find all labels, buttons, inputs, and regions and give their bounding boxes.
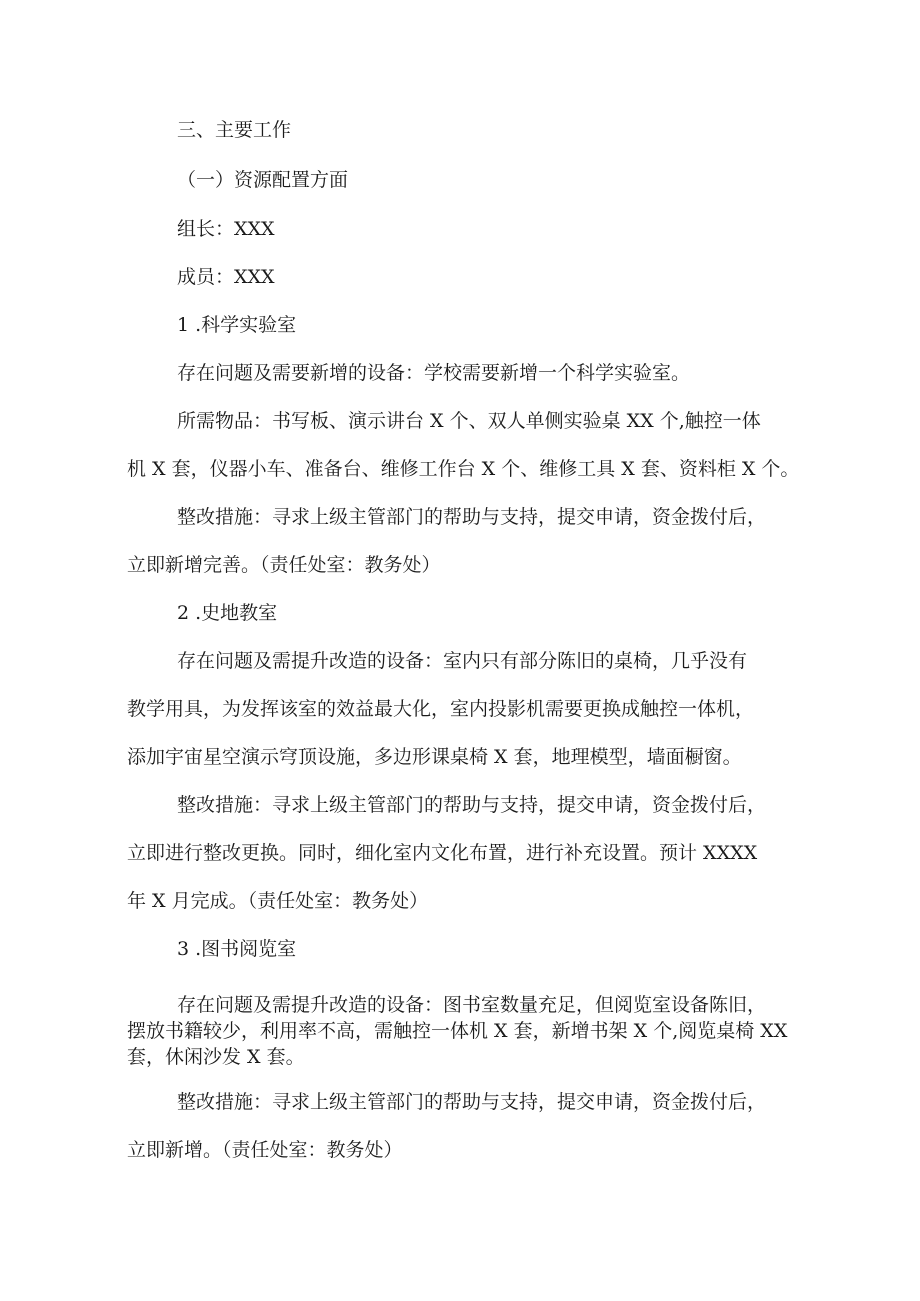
paragraph-line: 存在问题及需提升改造的设备：室内只有部分陈旧的桌椅，几乎没有 bbox=[177, 650, 748, 672]
section-heading: 三、主要工作 bbox=[177, 119, 292, 141]
paragraph-line: 存在问题及需提升改造的设备：图书室数量充足，但阅览室设备陈旧， bbox=[177, 994, 767, 1016]
paragraph-line: 立即进行整改更换。同时，细化室内文化布置，进行补充设置。预计 XXXX bbox=[127, 842, 758, 864]
paragraph-line: 整改措施：寻求上级主管部门的帮助与支持，提交申请，资金拨付后， bbox=[177, 506, 767, 528]
paragraph-line: 立即新增完善。（责任处室：教务处） bbox=[127, 554, 441, 576]
paragraph-line: 教学用具，为发挥该室的效益最大化，室内投影机需要更换成触控一体机， bbox=[127, 698, 755, 720]
subsection-heading: （一）资源配置方面 bbox=[177, 169, 349, 191]
item-title-science-lab: 1 .科学实验室 bbox=[177, 314, 297, 336]
paragraph-line: 年 X 月完成。（责任处室：教务处） bbox=[127, 890, 429, 912]
paragraph-line: 摆放书籍较少，利用率不高，需触控一体机 X 套，新增书架 X 个,阅览桌椅 XX bbox=[127, 1020, 788, 1042]
paragraph-line: 存在问题及需要新增的设备：学校需要新增一个科学实验室。 bbox=[177, 362, 691, 384]
paragraph-line: 立即新增。（责任处室：教务处） bbox=[127, 1139, 403, 1161]
paragraph-line: 添加宇宙星空演示穹顶设施，多边形课桌椅 X 套，地理模型，墙面橱窗。 bbox=[127, 746, 742, 768]
paragraph-line: 机 X 套，仪器小车、准备台、维修工作台 X 个、维修工具 X 套、资料柜 X 个。 bbox=[127, 458, 800, 480]
paragraph-line: 所需物品：书写板、演示讲台 X 个、双人单侧实验桌 XX 个,触控一体 bbox=[177, 410, 761, 432]
paragraph-line: 套，休闲沙发 X 套。 bbox=[127, 1046, 305, 1068]
members-line: 成员：XXX bbox=[177, 266, 275, 288]
paragraph-line: 整改措施：寻求上级主管部门的帮助与支持，提交申请，资金拨付后， bbox=[177, 1091, 767, 1113]
item-title-history-geo-classroom: 2 .史地教室 bbox=[177, 602, 278, 624]
item-title-library-reading-room: 3 .图书阅览室 bbox=[177, 938, 297, 960]
leader-line: 组长：XXX bbox=[177, 218, 275, 240]
paragraph-line: 整改措施：寻求上级主管部门的帮助与支持，提交申请，资金拨付后， bbox=[177, 794, 767, 816]
